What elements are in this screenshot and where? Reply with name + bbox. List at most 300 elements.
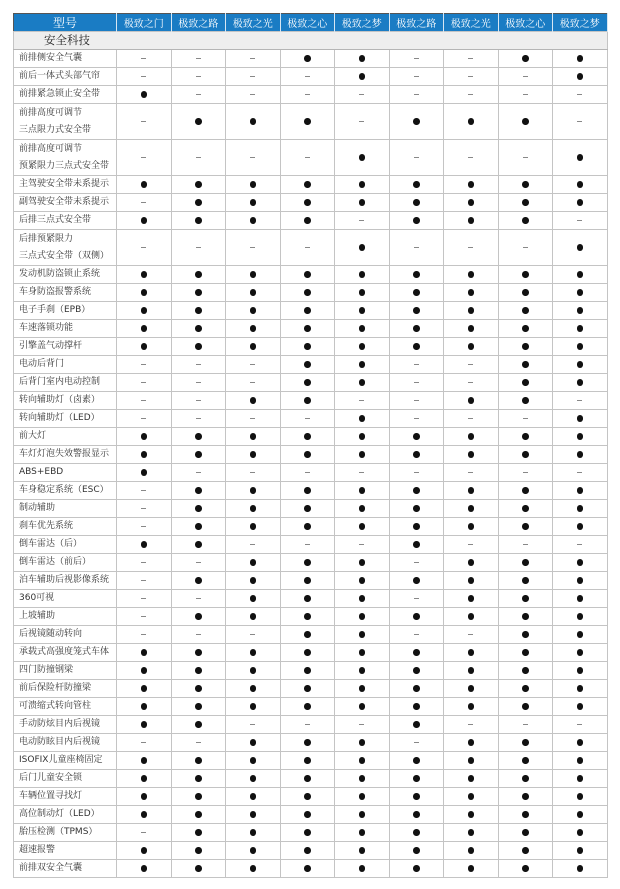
standard-dot-icon <box>522 829 529 836</box>
standard-dot-icon <box>304 181 311 188</box>
standard-dot-icon <box>522 289 529 296</box>
not-available-dash-icon <box>250 418 255 419</box>
standard-dot-icon <box>522 739 529 746</box>
availability-cell <box>498 680 553 698</box>
availability-cell <box>498 86 553 104</box>
feature-label-line: 360可视 <box>19 593 55 603</box>
availability-cell <box>171 464 226 482</box>
standard-dot-icon <box>359 451 366 458</box>
availability-cell <box>171 104 226 140</box>
feature-label-line: 副驾驶安全带未系提示 <box>19 197 110 207</box>
availability-cell <box>444 806 499 824</box>
not-available-dash-icon <box>196 418 201 419</box>
feature-label-line: 制动辅助 <box>19 503 56 513</box>
standard-dot-icon <box>195 433 202 440</box>
not-available-dash-icon <box>577 121 582 122</box>
table-row <box>14 824 608 842</box>
feature-label <box>14 230 117 266</box>
standard-dot-icon <box>468 325 475 332</box>
availability-cell <box>335 446 390 464</box>
not-available-dash-icon <box>577 400 582 401</box>
availability-cell <box>553 140 608 176</box>
availability-cell <box>444 176 499 194</box>
availability-cell <box>226 176 281 194</box>
availability-cell <box>117 320 172 338</box>
standard-dot-icon <box>522 397 529 404</box>
standard-dot-icon <box>359 325 366 332</box>
table-row <box>14 320 608 338</box>
feature-label-line: 车速落锁功能 <box>19 323 74 333</box>
standard-dot-icon <box>195 325 202 332</box>
availability-cell <box>335 194 390 212</box>
availability-cell <box>498 572 553 590</box>
table-row <box>14 194 608 212</box>
table-row <box>14 356 608 374</box>
availability-cell <box>444 338 499 356</box>
feature-label <box>14 140 117 176</box>
availability-cell <box>171 140 226 176</box>
standard-dot-icon <box>250 757 257 764</box>
availability-cell <box>117 734 172 752</box>
standard-dot-icon <box>141 775 148 782</box>
availability-cell <box>335 356 390 374</box>
availability-cell <box>117 410 172 428</box>
feature-label <box>14 356 117 374</box>
standard-dot-icon <box>577 631 584 638</box>
availability-cell <box>280 338 335 356</box>
feature-label <box>14 806 117 824</box>
availability-cell <box>117 284 172 302</box>
availability-cell <box>498 608 553 626</box>
availability-cell <box>335 788 390 806</box>
model-header: 极致之心 <box>280 14 335 32</box>
not-available-dash-icon <box>414 418 419 419</box>
availability-cell <box>444 626 499 644</box>
availability-cell <box>389 212 444 230</box>
availability-cell <box>553 230 608 266</box>
availability-cell <box>171 806 226 824</box>
availability-cell <box>280 176 335 194</box>
standard-dot-icon <box>359 433 366 440</box>
standard-dot-icon <box>359 154 366 161</box>
standard-dot-icon <box>522 793 529 800</box>
not-available-dash-icon <box>523 544 528 545</box>
not-available-dash-icon <box>250 472 255 473</box>
availability-cell <box>226 68 281 86</box>
standard-dot-icon <box>304 811 311 818</box>
availability-cell <box>117 428 172 446</box>
standard-dot-icon <box>304 505 311 512</box>
feature-label-line: 前排双安全气囊 <box>19 863 83 873</box>
standard-dot-icon <box>304 757 311 764</box>
availability-cell <box>335 644 390 662</box>
standard-dot-icon <box>359 415 366 422</box>
availability-cell <box>117 86 172 104</box>
not-available-dash-icon <box>305 76 310 77</box>
standard-dot-icon <box>413 793 420 800</box>
availability-cell <box>498 194 553 212</box>
table-row <box>14 266 608 284</box>
availability-cell <box>280 824 335 842</box>
availability-cell <box>335 284 390 302</box>
standard-dot-icon <box>304 451 311 458</box>
feature-label-line: 车身防盗报警系统 <box>19 287 92 297</box>
standard-dot-icon <box>141 91 148 98</box>
standard-dot-icon <box>359 289 366 296</box>
feature-label-line: 车身稳定系统（ESC） <box>19 485 109 495</box>
availability-cell <box>553 608 608 626</box>
not-available-dash-icon <box>468 382 473 383</box>
availability-cell <box>553 428 608 446</box>
availability-cell <box>280 464 335 482</box>
not-available-dash-icon <box>196 382 201 383</box>
availability-cell <box>335 86 390 104</box>
availability-cell <box>226 626 281 644</box>
standard-dot-icon <box>577 559 584 566</box>
standard-dot-icon <box>468 613 475 620</box>
standard-dot-icon <box>250 343 257 350</box>
availability-cell <box>280 698 335 716</box>
availability-cell <box>171 734 226 752</box>
standard-dot-icon <box>468 307 475 314</box>
feature-label-line: 前排高度可调节 <box>19 143 83 154</box>
feature-label <box>14 266 117 284</box>
standard-dot-icon <box>522 667 529 674</box>
availability-cell <box>444 50 499 68</box>
standard-dot-icon <box>359 73 366 80</box>
standard-dot-icon <box>195 343 202 350</box>
availability-cell <box>280 716 335 734</box>
availability-cell <box>498 518 553 536</box>
availability-cell <box>335 428 390 446</box>
feature-label <box>14 608 117 626</box>
standard-dot-icon <box>195 523 202 530</box>
availability-cell <box>171 86 226 104</box>
standard-dot-icon <box>304 325 311 332</box>
availability-cell <box>553 716 608 734</box>
feature-label <box>14 212 117 230</box>
availability-cell <box>498 410 553 428</box>
availability-cell <box>389 626 444 644</box>
standard-dot-icon <box>522 217 529 224</box>
standard-dot-icon <box>141 757 148 764</box>
standard-dot-icon <box>304 631 311 638</box>
standard-dot-icon <box>250 703 257 710</box>
availability-cell <box>444 860 499 878</box>
standard-dot-icon <box>577 667 584 674</box>
availability-cell <box>171 554 226 572</box>
not-available-dash-icon <box>141 634 146 635</box>
not-available-dash-icon <box>305 157 310 158</box>
standard-dot-icon <box>577 289 584 296</box>
availability-cell <box>280 212 335 230</box>
availability-cell <box>171 500 226 518</box>
feature-label <box>14 662 117 680</box>
availability-cell <box>335 212 390 230</box>
availability-cell <box>171 824 226 842</box>
availability-cell <box>171 410 226 428</box>
availability-cell <box>553 788 608 806</box>
availability-cell <box>553 500 608 518</box>
standard-dot-icon <box>522 775 529 782</box>
standard-dot-icon <box>250 649 257 656</box>
availability-cell <box>171 428 226 446</box>
standard-dot-icon <box>577 379 584 386</box>
availability-cell <box>553 860 608 878</box>
availability-cell <box>226 338 281 356</box>
not-available-dash-icon <box>523 418 528 419</box>
not-available-dash-icon <box>196 76 201 77</box>
availability-cell <box>335 410 390 428</box>
standard-dot-icon <box>141 793 148 800</box>
standard-dot-icon <box>468 289 475 296</box>
availability-cell <box>226 374 281 392</box>
model-header: 极致之门 <box>117 14 172 32</box>
standard-dot-icon <box>141 325 148 332</box>
standard-dot-icon <box>141 469 148 476</box>
availability-cell <box>171 374 226 392</box>
standard-dot-icon <box>359 865 366 872</box>
table-row <box>14 572 608 590</box>
standard-dot-icon <box>304 703 311 710</box>
standard-dot-icon <box>577 361 584 368</box>
table-row <box>14 176 608 194</box>
standard-dot-icon <box>413 199 420 206</box>
availability-cell <box>280 68 335 86</box>
standard-dot-icon <box>522 487 529 494</box>
standard-dot-icon <box>522 379 529 386</box>
not-available-dash-icon <box>414 634 419 635</box>
availability-cell <box>444 140 499 176</box>
availability-cell <box>444 752 499 770</box>
availability-cell <box>553 284 608 302</box>
availability-cell <box>335 608 390 626</box>
availability-cell <box>117 860 172 878</box>
standard-dot-icon <box>359 559 366 566</box>
availability-cell <box>444 212 499 230</box>
not-available-dash-icon <box>359 220 364 221</box>
availability-cell <box>117 176 172 194</box>
availability-cell <box>117 50 172 68</box>
feature-label <box>14 500 117 518</box>
feature-label-line: 电动防眩目内后视镜 <box>19 737 101 747</box>
standard-dot-icon <box>250 199 257 206</box>
standard-dot-icon <box>522 361 529 368</box>
standard-dot-icon <box>304 307 311 314</box>
availability-cell <box>226 500 281 518</box>
model-header: 极致之心 <box>498 14 553 32</box>
not-available-dash-icon <box>196 400 201 401</box>
availability-cell <box>171 302 226 320</box>
feature-label <box>14 698 117 716</box>
feature-label <box>14 824 117 842</box>
not-available-dash-icon <box>359 472 364 473</box>
availability-cell <box>226 860 281 878</box>
standard-dot-icon <box>468 757 475 764</box>
feature-label-line: 转向辅助灯（LED） <box>19 413 100 423</box>
availability-cell <box>498 266 553 284</box>
feature-label <box>14 644 117 662</box>
availability-cell <box>389 464 444 482</box>
availability-cell <box>171 356 226 374</box>
availability-cell <box>335 320 390 338</box>
standard-dot-icon <box>468 577 475 584</box>
availability-cell <box>389 770 444 788</box>
availability-cell <box>171 320 226 338</box>
feature-label <box>14 716 117 734</box>
availability-cell <box>117 140 172 176</box>
availability-cell <box>280 590 335 608</box>
availability-cell <box>389 518 444 536</box>
availability-cell <box>226 662 281 680</box>
standard-dot-icon <box>522 307 529 314</box>
not-available-dash-icon <box>305 418 310 419</box>
availability-cell <box>335 716 390 734</box>
availability-cell <box>226 680 281 698</box>
standard-dot-icon <box>304 55 311 62</box>
standard-dot-icon <box>250 325 257 332</box>
not-available-dash-icon <box>141 58 146 59</box>
feature-label-line: 可溃缩式转向管柱 <box>19 701 92 711</box>
availability-cell <box>389 392 444 410</box>
availability-cell <box>226 194 281 212</box>
availability-cell <box>226 482 281 500</box>
availability-cell <box>117 644 172 662</box>
standard-dot-icon <box>141 811 148 818</box>
availability-cell <box>444 644 499 662</box>
feature-label-line: 转向辅助灯（卤素） <box>19 395 101 405</box>
standard-dot-icon <box>359 577 366 584</box>
standard-dot-icon <box>304 775 311 782</box>
table-row <box>14 446 608 464</box>
availability-cell <box>280 680 335 698</box>
table-row <box>14 518 608 536</box>
feature-label-line: 三点限力式安全带 <box>19 124 92 135</box>
availability-cell <box>171 626 226 644</box>
table-row <box>14 338 608 356</box>
table-row <box>14 806 608 824</box>
availability-cell <box>280 302 335 320</box>
availability-cell <box>553 536 608 554</box>
feature-label <box>14 770 117 788</box>
header-row <box>14 14 608 32</box>
availability-cell <box>498 50 553 68</box>
not-available-dash-icon <box>468 364 473 365</box>
availability-cell <box>498 464 553 482</box>
standard-dot-icon <box>195 721 202 728</box>
availability-cell <box>444 590 499 608</box>
availability-cell <box>553 392 608 410</box>
availability-cell <box>226 590 281 608</box>
standard-dot-icon <box>250 595 257 602</box>
standard-dot-icon <box>304 685 311 692</box>
availability-cell <box>389 590 444 608</box>
availability-cell <box>498 284 553 302</box>
availability-cell <box>444 842 499 860</box>
standard-dot-icon <box>304 523 311 530</box>
availability-cell <box>280 626 335 644</box>
availability-cell <box>389 806 444 824</box>
feature-label <box>14 554 117 572</box>
table-row <box>14 536 608 554</box>
availability-cell <box>335 68 390 86</box>
not-available-dash-icon <box>141 364 146 365</box>
availability-cell <box>498 320 553 338</box>
availability-cell <box>280 644 335 662</box>
availability-cell <box>117 572 172 590</box>
standard-dot-icon <box>577 847 584 854</box>
availability-cell <box>498 716 553 734</box>
standard-dot-icon <box>359 523 366 530</box>
availability-cell <box>280 500 335 518</box>
standard-dot-icon <box>250 811 257 818</box>
availability-cell <box>335 518 390 536</box>
availability-cell <box>226 464 281 482</box>
feature-label-line: 高位制动灯（LED） <box>19 809 100 819</box>
availability-cell <box>280 518 335 536</box>
availability-cell <box>389 482 444 500</box>
standard-dot-icon <box>522 577 529 584</box>
availability-cell <box>444 410 499 428</box>
standard-dot-icon <box>577 793 584 800</box>
availability-cell <box>498 212 553 230</box>
availability-cell <box>389 284 444 302</box>
table-row <box>14 104 608 140</box>
standard-dot-icon <box>413 757 420 764</box>
standard-dot-icon <box>195 613 202 620</box>
standard-dot-icon <box>250 613 257 620</box>
not-available-dash-icon <box>250 58 255 59</box>
standard-dot-icon <box>195 667 202 674</box>
not-available-dash-icon <box>141 400 146 401</box>
feature-label-line: 四门防撞钢梁 <box>19 665 74 675</box>
availability-cell <box>171 518 226 536</box>
table-row <box>14 392 608 410</box>
standard-dot-icon <box>468 667 475 674</box>
availability-cell <box>280 392 335 410</box>
availability-cell <box>117 302 172 320</box>
availability-cell <box>444 500 499 518</box>
feature-label <box>14 302 117 320</box>
feature-label <box>14 374 117 392</box>
not-available-dash-icon <box>577 94 582 95</box>
not-available-dash-icon <box>305 94 310 95</box>
standard-dot-icon <box>413 577 420 584</box>
standard-dot-icon <box>522 271 529 278</box>
availability-cell <box>335 770 390 788</box>
availability-cell <box>389 446 444 464</box>
availability-cell <box>226 284 281 302</box>
standard-dot-icon <box>359 685 366 692</box>
availability-cell <box>226 428 281 446</box>
standard-dot-icon <box>577 685 584 692</box>
availability-cell <box>226 50 281 68</box>
feature-label-line: 超速报警 <box>19 845 56 855</box>
feature-label <box>14 410 117 428</box>
standard-dot-icon <box>141 343 148 350</box>
standard-dot-icon <box>413 685 420 692</box>
availability-cell <box>444 428 499 446</box>
standard-dot-icon <box>250 289 257 296</box>
feature-label <box>14 482 117 500</box>
not-available-dash-icon <box>468 76 473 77</box>
availability-cell <box>280 770 335 788</box>
availability-cell <box>171 284 226 302</box>
table-row <box>14 86 608 104</box>
not-available-dash-icon <box>577 220 582 221</box>
standard-dot-icon <box>250 685 257 692</box>
not-available-dash-icon <box>141 562 146 563</box>
